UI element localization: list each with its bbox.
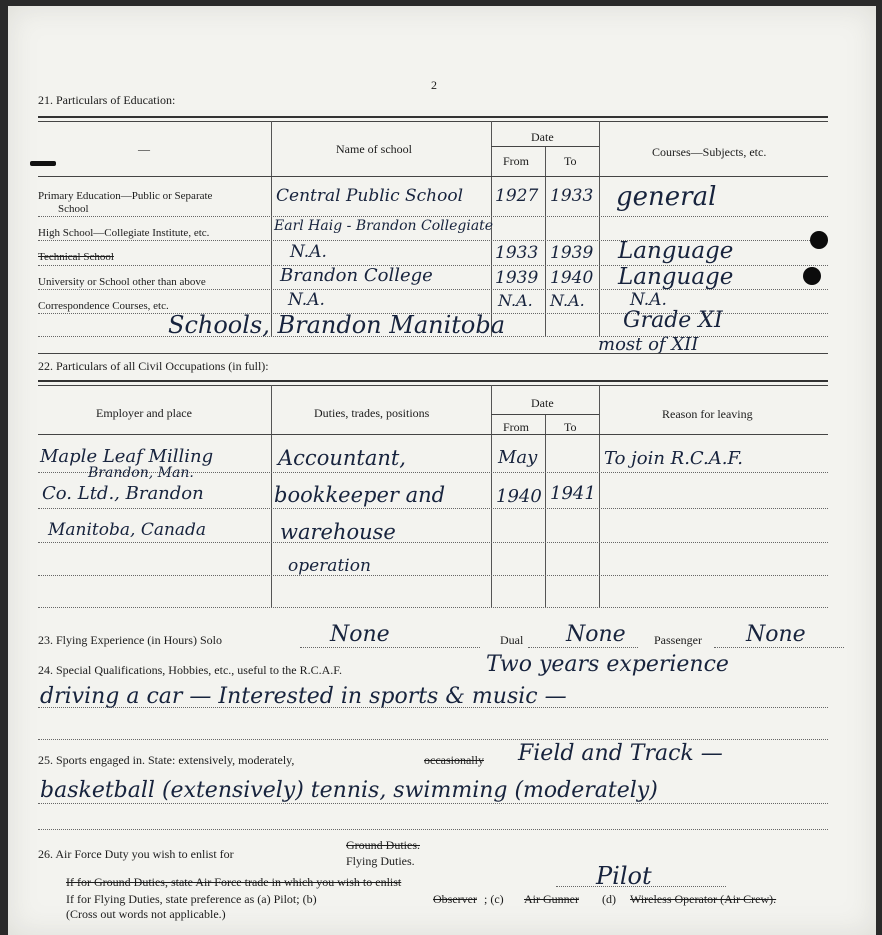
- preference-c: ; (c): [484, 892, 504, 906]
- job-from-month: May: [498, 447, 538, 468]
- header-duties: Duties, trades, positions: [314, 406, 430, 420]
- primary-to: 1933: [550, 186, 594, 206]
- grade-note: Grade XI: [623, 308, 723, 333]
- table-top-rule-2: [38, 121, 828, 122]
- correspondence-school-name: N.A.: [288, 290, 325, 310]
- header-to: To: [564, 154, 577, 168]
- row-label-university: University or School other than above: [38, 276, 206, 288]
- date-subrule: [491, 414, 599, 415]
- col-divider: [599, 385, 600, 607]
- sports-answer-1: Field and Track —: [518, 741, 723, 766]
- col-divider: [545, 414, 546, 607]
- technical-school-name: N.A.: [290, 242, 327, 262]
- high-school-name: Earl Haig - Brandon Collegiate: [274, 218, 494, 234]
- occasionally-struck: occasionally: [424, 753, 484, 767]
- section-26-label: 26. Air Force Duty you wish to enlist for: [38, 847, 234, 861]
- ink-mark: [30, 161, 56, 166]
- primary-from: 1927: [495, 186, 539, 206]
- header-reason: Reason for leaving: [662, 407, 753, 421]
- primary-courses: general: [616, 182, 717, 212]
- table-top-rule-2: [38, 385, 828, 386]
- section-25-label: 25. Sports engaged in. State: extensively, moderately,: [38, 753, 295, 767]
- section-24-label: 24. Special Qualifications, Hobbies, etc., useful to the R.C.A.F.: [38, 663, 342, 677]
- technical-to: 1939: [550, 243, 594, 263]
- date-subrule: [491, 146, 599, 147]
- technical-courses: Language: [618, 238, 734, 264]
- col-divider: [491, 385, 492, 607]
- section-21-title: 21. Particulars of Education:: [38, 93, 176, 107]
- punch-hole-mark: [803, 267, 821, 285]
- job-from-year: 1940: [496, 486, 542, 507]
- dual-label: Dual: [500, 633, 524, 647]
- university-to: 1940: [550, 268, 594, 288]
- section-22-top-rule: [38, 353, 828, 354]
- header-date: Date: [531, 396, 554, 410]
- cross-out-note: (Cross out words not applicable.): [66, 907, 226, 921]
- header-to: To: [564, 420, 577, 434]
- employer-line-2: Brandon, Man.: [88, 465, 194, 481]
- row-label-correspondence: Correspondence Courses, etc.: [38, 300, 169, 312]
- schools-note: Schools, Brandon Manitoba: [168, 311, 506, 339]
- table-top-rule: [38, 380, 828, 382]
- header-dash: —: [138, 142, 150, 156]
- air-gunner-struck: Air Gunner: [524, 892, 579, 906]
- passenger-label: Passenger: [654, 633, 702, 647]
- header-name-of-school: Name of school: [336, 142, 412, 156]
- technical-from: 1933: [495, 243, 539, 263]
- header-bottom-rule: [38, 176, 828, 177]
- correspondence-from: N.A.: [498, 291, 533, 310]
- header-from: From: [503, 420, 530, 434]
- university-school-name: Brandon College: [280, 265, 433, 286]
- university-courses: Language: [618, 264, 734, 290]
- preference-d: (d): [602, 892, 616, 906]
- header-courses: Courses—Subjects, etc.: [652, 145, 767, 159]
- reason-for-leaving: To join R.C.A.F.: [604, 448, 743, 469]
- form-page: [8, 6, 876, 935]
- primary-school-name: Central Public School: [276, 186, 464, 206]
- wireless-operator-struck: Wireless Operator (Air Crew).: [630, 892, 777, 906]
- header-bottom-rule: [38, 434, 828, 435]
- col-divider: [271, 121, 272, 336]
- section-23-label: 23. Flying Experience (in Hours) Solo: [38, 633, 222, 647]
- passenger-hours: None: [746, 622, 806, 647]
- col-divider: [545, 146, 546, 336]
- university-from: 1939: [495, 268, 539, 288]
- header-employer: Employer and place: [96, 406, 192, 420]
- solo-hours: None: [330, 622, 390, 647]
- most-of-note: most of XII: [598, 334, 699, 355]
- punch-hole-mark: [810, 231, 828, 249]
- duties-line-2: bookkeeper and: [274, 483, 446, 507]
- qualifications-answer-1: Two years experience: [486, 652, 729, 677]
- page-number: 2: [431, 78, 437, 92]
- correspondence-courses: N.A.: [630, 290, 667, 310]
- header-from: From: [503, 154, 530, 168]
- job-to-year: 1941: [550, 483, 596, 504]
- correspondence-to: N.A.: [550, 291, 585, 310]
- row-label-technical: Technical School: [38, 251, 114, 263]
- row-label-high-school: High School—Collegiate Institute, etc.: [38, 227, 210, 239]
- duties-line-4: operation: [288, 556, 371, 576]
- qualifications-answer-2: driving a car — Interested in sports & music —: [40, 684, 567, 709]
- duties-line-3: warehouse: [280, 520, 396, 544]
- employer-line-1: Maple Leaf Milling: [40, 446, 214, 467]
- flying-preference-lead: If for Flying Duties, state preference as (a) Pilot; (b): [66, 892, 317, 906]
- col-divider: [599, 121, 600, 336]
- sports-answer-2: basketball (extensively) tennis, swimming (moderately): [40, 778, 658, 803]
- row-label-primary: Primary Education—Public or Separate: [38, 190, 213, 202]
- flying-duties: Flying Duties.: [346, 854, 415, 868]
- duties-line-1: Accountant,: [278, 446, 406, 470]
- section-22-title: 22. Particulars of all Civil Occupations (in full):: [38, 359, 269, 373]
- employer-line-4: Manitoba, Canada: [48, 520, 207, 540]
- ground-duties-struck: Ground Duties.: [346, 838, 420, 852]
- observer-struck: Observer: [433, 892, 477, 906]
- dual-hours: None: [566, 622, 626, 647]
- pilot-answer: Pilot: [596, 862, 652, 890]
- row-label-primary-2: School: [58, 203, 89, 215]
- ground-duties-line-struck: If for Ground Duties, state Air Force trade in which you wish to enlist: [66, 875, 402, 889]
- employer-line-3: Co. Ltd., Brandon: [42, 483, 204, 504]
- header-date: Date: [531, 130, 554, 144]
- col-divider: [271, 385, 272, 607]
- table-top-rule: [38, 116, 828, 118]
